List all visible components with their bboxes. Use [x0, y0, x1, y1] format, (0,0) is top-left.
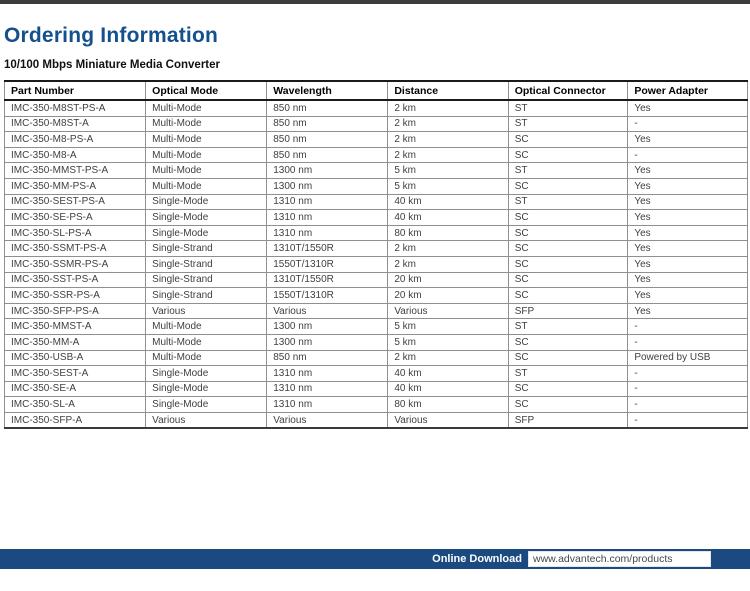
- table-cell: 1310T/1550R: [267, 241, 388, 257]
- table-cell: ST: [508, 163, 628, 179]
- table-cell: 850 nm: [267, 132, 388, 148]
- table-cell: Yes: [628, 194, 748, 210]
- table-cell: Various: [388, 412, 508, 428]
- table-cell: -: [628, 397, 748, 413]
- table-cell: IMC-350-USB-A: [5, 350, 146, 366]
- table-cell: 2 km: [388, 132, 508, 148]
- table-cell: Various: [146, 303, 267, 319]
- table-cell: SC: [508, 334, 628, 350]
- table-cell: Multi-Mode: [146, 100, 267, 116]
- table-cell: 20 km: [388, 288, 508, 304]
- table-row: [5, 381, 748, 397]
- table-row: [5, 163, 748, 179]
- table-row: [5, 194, 748, 210]
- table-cell: 850 nm: [267, 147, 388, 163]
- table-cell: SC: [508, 256, 628, 272]
- table-header-row: [5, 81, 748, 100]
- table-cell: IMC-350-MM-PS-A: [5, 178, 146, 194]
- table-cell: IMC-350-SSMT-PS-A: [5, 241, 146, 257]
- table-row: [5, 225, 748, 241]
- table-cell: 1310 nm: [267, 210, 388, 226]
- table-cell: SC: [508, 178, 628, 194]
- table-cell: IMC-350-SL-A: [5, 397, 146, 413]
- table-cell: Yes: [628, 163, 748, 179]
- table-cell: Single-Strand: [146, 288, 267, 304]
- table-cell: SC: [508, 288, 628, 304]
- table-cell: SC: [508, 241, 628, 257]
- table-cell: 5 km: [388, 334, 508, 350]
- table-cell: IMC-350-SEST-PS-A: [5, 194, 146, 210]
- table-cell: 2 km: [388, 147, 508, 163]
- table-row: [5, 366, 748, 382]
- table-cell: -: [628, 412, 748, 428]
- table-cell: IMC-350-M8ST-A: [5, 116, 146, 132]
- table-cell: Multi-Mode: [146, 132, 267, 148]
- table-cell: IMC-350-SSR-PS-A: [5, 288, 146, 304]
- table-cell: Multi-Mode: [146, 319, 267, 335]
- table-cell: Powered by USB: [628, 350, 748, 366]
- table-cell: SC: [508, 132, 628, 148]
- table-row: [5, 178, 748, 194]
- table-cell: Single-Mode: [146, 225, 267, 241]
- table-cell: Multi-Mode: [146, 163, 267, 179]
- column-header: Optical Mode: [146, 81, 267, 100]
- table-cell: -: [628, 366, 748, 382]
- table-cell: Single-Strand: [146, 241, 267, 257]
- table-cell: SC: [508, 272, 628, 288]
- table-row: [5, 334, 748, 350]
- table-row: [5, 100, 748, 116]
- table-row: [5, 350, 748, 366]
- table-cell: 2 km: [388, 241, 508, 257]
- table-cell: 1300 nm: [267, 163, 388, 179]
- table-cell: Single-Mode: [146, 381, 267, 397]
- table-cell: 1310 nm: [267, 225, 388, 241]
- table-cell: IMC-350-M8ST-PS-A: [5, 100, 146, 116]
- table-cell: 1300 nm: [267, 319, 388, 335]
- table-cell: 40 km: [388, 194, 508, 210]
- table-cell: IMC-350-SFP-A: [5, 412, 146, 428]
- table-cell: -: [628, 147, 748, 163]
- column-header: Power Adapter: [628, 81, 748, 100]
- table-row: [5, 397, 748, 413]
- table-cell: 40 km: [388, 210, 508, 226]
- table-cell: Various: [267, 303, 388, 319]
- table-cell: IMC-350-MMST-A: [5, 319, 146, 335]
- table-cell: ST: [508, 194, 628, 210]
- table-cell: IMC-350-MMST-PS-A: [5, 163, 146, 179]
- table-row: [5, 256, 748, 272]
- table-cell: ST: [508, 319, 628, 335]
- table-cell: 5 km: [388, 163, 508, 179]
- table-cell: Yes: [628, 256, 748, 272]
- page-title: Ordering Information: [4, 24, 218, 47]
- table-cell: -: [628, 319, 748, 335]
- table-cell: IMC-350-SL-PS-A: [5, 225, 146, 241]
- section-subtitle: 10/100 Mbps Miniature Media Converter: [4, 59, 221, 71]
- table-row: [5, 272, 748, 288]
- table-cell: 2 km: [388, 256, 508, 272]
- table-row: [5, 210, 748, 226]
- table-row: [5, 132, 748, 148]
- table-cell: Yes: [628, 210, 748, 226]
- table-cell: IMC-350-SE-A: [5, 381, 146, 397]
- table-cell: IMC-350-SE-PS-A: [5, 210, 146, 226]
- ordering-table: [4, 80, 748, 429]
- table-cell: SC: [508, 381, 628, 397]
- table-cell: Yes: [628, 272, 748, 288]
- table-cell: 1310 nm: [267, 194, 388, 210]
- table-cell: 2 km: [388, 350, 508, 366]
- column-header: Distance: [388, 81, 508, 100]
- footer-bar: [0, 549, 750, 569]
- table-cell: 1300 nm: [267, 178, 388, 194]
- table-cell: 5 km: [388, 178, 508, 194]
- table-cell: SC: [508, 225, 628, 241]
- website-url[interactable]: www.advantech.com/products: [528, 551, 711, 567]
- table-cell: 2 km: [388, 116, 508, 132]
- table-cell: Single-Mode: [146, 366, 267, 382]
- table-cell: Multi-Mode: [146, 147, 267, 163]
- table-cell: 1300 nm: [267, 334, 388, 350]
- table-cell: 1310 nm: [267, 366, 388, 382]
- table-row: [5, 147, 748, 163]
- table-cell: -: [628, 116, 748, 132]
- column-header: Part Number: [5, 81, 146, 100]
- column-header: Optical Connector: [508, 81, 628, 100]
- table-cell: IMC-350-M8-PS-A: [5, 132, 146, 148]
- table-cell: Single-Strand: [146, 256, 267, 272]
- table-cell: SC: [508, 210, 628, 226]
- table-cell: Various: [388, 303, 508, 319]
- table-cell: Single-Mode: [146, 194, 267, 210]
- online-download-label: Online Download: [432, 553, 522, 565]
- table-cell: Multi-Mode: [146, 178, 267, 194]
- table-cell: SC: [508, 350, 628, 366]
- table-cell: Yes: [628, 132, 748, 148]
- table-cell: IMC-350-SST-PS-A: [5, 272, 146, 288]
- table-cell: Yes: [628, 178, 748, 194]
- table-row: [5, 241, 748, 257]
- table-cell: -: [628, 381, 748, 397]
- table-cell: Yes: [628, 225, 748, 241]
- table-cell: SC: [508, 147, 628, 163]
- table-cell: ST: [508, 116, 628, 132]
- table-cell: Yes: [628, 241, 748, 257]
- table-cell: ST: [508, 100, 628, 116]
- table-cell: Single-Mode: [146, 210, 267, 226]
- table-cell: Yes: [628, 288, 748, 304]
- table-cell: SFP: [508, 303, 628, 319]
- table-cell: SFP: [508, 412, 628, 428]
- table-cell: 850 nm: [267, 100, 388, 116]
- table-cell: IMC-350-MM-A: [5, 334, 146, 350]
- table-cell: 1550T/1310R: [267, 288, 388, 304]
- table-cell: ST: [508, 366, 628, 382]
- table-cell: IMC-350-SFP-PS-A: [5, 303, 146, 319]
- table-cell: IMC-350-SEST-A: [5, 366, 146, 382]
- table-row: [5, 288, 748, 304]
- table-cell: 80 km: [388, 397, 508, 413]
- table-cell: Yes: [628, 100, 748, 116]
- table-cell: 1310 nm: [267, 397, 388, 413]
- table-row: [5, 116, 748, 132]
- table-cell: 850 nm: [267, 116, 388, 132]
- table-cell: 40 km: [388, 381, 508, 397]
- table-cell: Various: [146, 412, 267, 428]
- table-cell: IMC-350-SSMR-PS-A: [5, 256, 146, 272]
- table-row: [5, 412, 748, 428]
- table-cell: 850 nm: [267, 350, 388, 366]
- table-cell: SC: [508, 397, 628, 413]
- column-header: Wavelength: [267, 81, 388, 100]
- table-cell: 1550T/1310R: [267, 256, 388, 272]
- table-cell: Single-Mode: [146, 397, 267, 413]
- table-cell: Multi-Mode: [146, 334, 267, 350]
- table-cell: Various: [267, 412, 388, 428]
- table-cell: -: [628, 334, 748, 350]
- table-cell: IMC-350-M8-A: [5, 147, 146, 163]
- table-cell: Multi-Mode: [146, 116, 267, 132]
- table-cell: Multi-Mode: [146, 350, 267, 366]
- table-row: [5, 319, 748, 335]
- table-row: [5, 303, 748, 319]
- table-cell: 2 km: [388, 100, 508, 116]
- table-cell: 1310T/1550R: [267, 272, 388, 288]
- table-cell: Single-Strand: [146, 272, 267, 288]
- table-cell: 1310 nm: [267, 381, 388, 397]
- table-cell: 20 km: [388, 272, 508, 288]
- table-cell: 80 km: [388, 225, 508, 241]
- table-cell: Yes: [628, 303, 748, 319]
- table-cell: 40 km: [388, 366, 508, 382]
- table-cell: 5 km: [388, 319, 508, 335]
- top-rule: [0, 0, 750, 4]
